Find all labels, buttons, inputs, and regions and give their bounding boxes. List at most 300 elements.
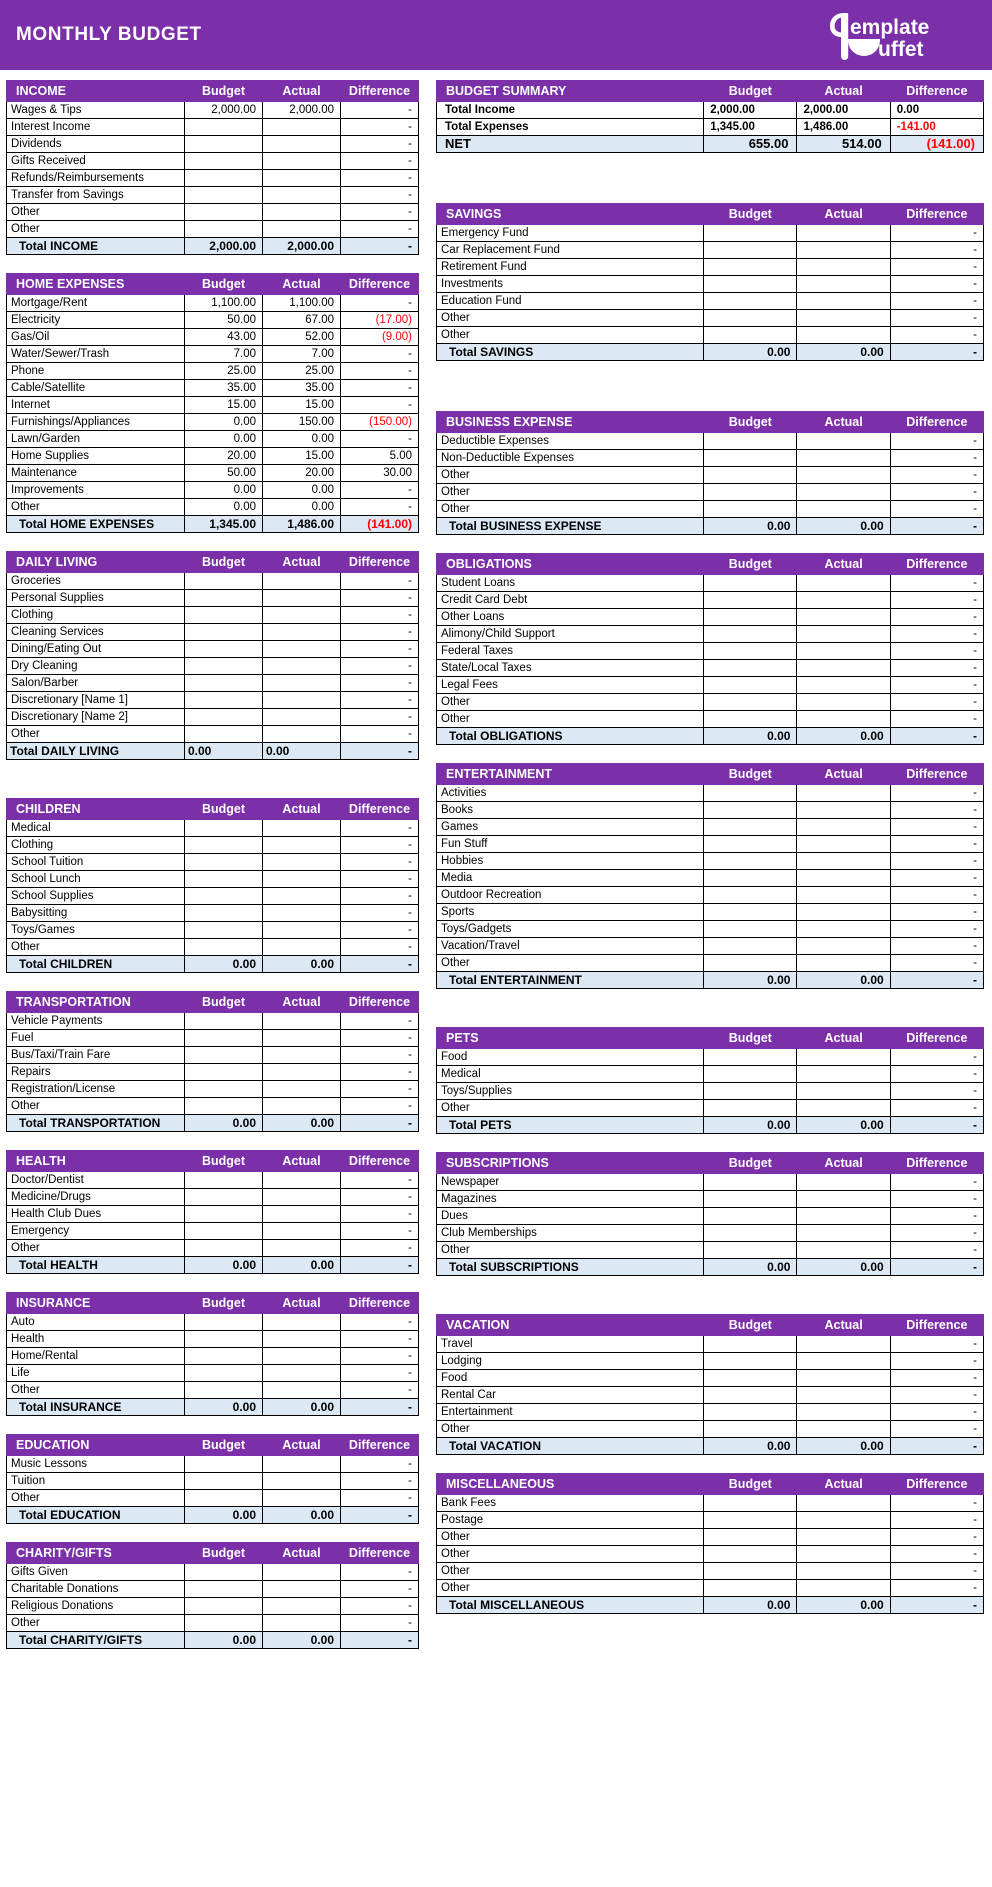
cell-actual[interactable] — [797, 433, 890, 450]
row-label[interactable]: Other — [7, 939, 185, 956]
row-label[interactable]: Bank Fees — [437, 1495, 704, 1512]
cell-budget[interactable] — [185, 607, 263, 624]
cell-budget[interactable] — [185, 136, 263, 153]
cell-actual[interactable] — [797, 1336, 890, 1353]
row-label[interactable]: Groceries — [7, 573, 185, 590]
cell-budget[interactable] — [704, 1546, 797, 1563]
cell-budget[interactable] — [185, 641, 263, 658]
cell-actual[interactable]: 150.00 — [263, 414, 341, 431]
row-label[interactable]: Sports — [437, 904, 704, 921]
cell-actual[interactable] — [263, 939, 341, 956]
cell-actual[interactable] — [797, 1353, 890, 1370]
cell-actual[interactable] — [263, 1047, 341, 1064]
row-label[interactable]: Toys/Supplies — [437, 1083, 704, 1100]
row-label[interactable]: Other — [7, 221, 185, 238]
row-label[interactable]: Non-Deductible Expenses — [437, 450, 704, 467]
cell-actual[interactable] — [797, 1370, 890, 1387]
cell-actual[interactable] — [797, 1242, 890, 1259]
row-label[interactable]: Other — [437, 310, 704, 327]
row-label[interactable]: Other — [437, 467, 704, 484]
cell-actual[interactable] — [263, 1564, 341, 1581]
cell-actual[interactable] — [263, 854, 341, 871]
row-label[interactable]: Other — [437, 1546, 704, 1563]
row-label[interactable]: Outdoor Recreation — [437, 887, 704, 904]
row-label[interactable]: Rental Car — [437, 1387, 704, 1404]
row-label[interactable]: Other — [7, 1240, 185, 1257]
cell-budget[interactable] — [185, 1189, 263, 1206]
cell-budget[interactable]: 25.00 — [185, 363, 263, 380]
cell-budget[interactable]: 15.00 — [185, 397, 263, 414]
row-label[interactable]: Books — [437, 802, 704, 819]
row-label[interactable]: Other — [437, 1580, 704, 1597]
row-label[interactable]: Vacation/Travel — [437, 938, 704, 955]
cell-actual[interactable] — [263, 1382, 341, 1399]
cell-budget[interactable] — [185, 1615, 263, 1632]
cell-budget[interactable]: 0.00 — [185, 431, 263, 448]
cell-actual[interactable] — [797, 643, 890, 660]
cell-budget[interactable]: 20.00 — [185, 448, 263, 465]
cell-budget[interactable] — [704, 1100, 797, 1117]
cell-budget[interactable] — [704, 1174, 797, 1191]
row-label[interactable]: Maintenance — [7, 465, 185, 482]
cell-actual[interactable] — [797, 609, 890, 626]
cell-actual[interactable] — [797, 575, 890, 592]
row-label[interactable]: Other — [7, 204, 185, 221]
cell-budget[interactable]: 35.00 — [185, 380, 263, 397]
cell-budget[interactable] — [185, 1098, 263, 1115]
row-label[interactable]: Other — [7, 726, 185, 743]
cell-actual[interactable] — [263, 1240, 341, 1257]
cell-actual[interactable] — [263, 573, 341, 590]
cell-actual[interactable] — [797, 276, 890, 293]
cell-actual[interactable] — [797, 887, 890, 904]
cell-actual[interactable] — [797, 1512, 890, 1529]
cell-actual[interactable] — [797, 1563, 890, 1580]
cell-actual[interactable] — [797, 1387, 890, 1404]
row-label[interactable]: Legal Fees — [437, 677, 704, 694]
cell-actual[interactable] — [263, 624, 341, 641]
row-label[interactable]: Clothing — [7, 607, 185, 624]
cell-actual[interactable] — [263, 1064, 341, 1081]
cell-budget[interactable] — [185, 1382, 263, 1399]
cell-budget[interactable] — [704, 327, 797, 344]
cell-actual[interactable] — [263, 1172, 341, 1189]
cell-budget[interactable]: 50.00 — [185, 312, 263, 329]
cell-budget[interactable] — [704, 310, 797, 327]
row-label[interactable]: Dues — [437, 1208, 704, 1225]
cell-actual[interactable] — [797, 1225, 890, 1242]
cell-budget[interactable] — [704, 904, 797, 921]
row-label[interactable]: Electricity — [7, 312, 185, 329]
cell-budget[interactable] — [704, 785, 797, 802]
row-label[interactable]: Furnishings/Appliances — [7, 414, 185, 431]
cell-actual[interactable] — [263, 170, 341, 187]
row-label[interactable]: Dividends — [7, 136, 185, 153]
row-label[interactable]: Auto — [7, 1314, 185, 1331]
row-label[interactable]: Wages & Tips — [7, 102, 185, 119]
cell-actual[interactable] — [797, 592, 890, 609]
row-label[interactable]: Other — [7, 1615, 185, 1632]
cell-budget[interactable] — [185, 1047, 263, 1064]
cell-budget[interactable] — [185, 675, 263, 692]
cell-budget[interactable] — [185, 1598, 263, 1615]
row-label[interactable]: Other — [437, 327, 704, 344]
cell-budget[interactable] — [704, 802, 797, 819]
cell-actual[interactable] — [263, 187, 341, 204]
cell-budget[interactable]: 50.00 — [185, 465, 263, 482]
cell-actual[interactable] — [797, 467, 890, 484]
cell-budget[interactable] — [704, 450, 797, 467]
cell-actual[interactable]: 0.00 — [263, 499, 341, 516]
cell-actual[interactable] — [797, 1495, 890, 1512]
row-label[interactable]: Home/Rental — [7, 1348, 185, 1365]
cell-budget[interactable] — [704, 711, 797, 728]
cell-actual[interactable] — [263, 905, 341, 922]
row-label[interactable]: Personal Supplies — [7, 590, 185, 607]
cell-actual[interactable] — [263, 888, 341, 905]
cell-actual[interactable]: 35.00 — [263, 380, 341, 397]
cell-actual[interactable] — [263, 726, 341, 743]
cell-actual[interactable] — [263, 204, 341, 221]
cell-actual[interactable] — [797, 1049, 890, 1066]
row-label[interactable]: Alimony/Child Support — [437, 626, 704, 643]
cell-actual[interactable] — [797, 802, 890, 819]
cell-budget[interactable] — [704, 433, 797, 450]
cell-actual[interactable] — [797, 677, 890, 694]
cell-budget[interactable]: 0.00 — [185, 414, 263, 431]
cell-actual[interactable] — [797, 1580, 890, 1597]
cell-budget[interactable] — [185, 922, 263, 939]
cell-actual[interactable] — [797, 904, 890, 921]
cell-budget[interactable] — [185, 1064, 263, 1081]
row-label[interactable]: Religious Donations — [7, 1598, 185, 1615]
row-label[interactable]: Retirement Fund — [437, 259, 704, 276]
cell-actual[interactable] — [797, 225, 890, 242]
row-label[interactable]: Other — [437, 501, 704, 518]
cell-actual[interactable] — [797, 694, 890, 711]
cell-actual[interactable]: 2,000.00 — [263, 102, 341, 119]
row-label[interactable]: Music Lessons — [7, 1456, 185, 1473]
row-label[interactable]: Lawn/Garden — [7, 431, 185, 448]
cell-actual[interactable] — [263, 1098, 341, 1115]
cell-actual[interactable] — [263, 1473, 341, 1490]
row-label[interactable]: Gifts Given — [7, 1564, 185, 1581]
row-label[interactable]: Other — [437, 955, 704, 972]
cell-actual[interactable]: 7.00 — [263, 346, 341, 363]
row-label[interactable]: Investments — [437, 276, 704, 293]
cell-budget[interactable] — [185, 1348, 263, 1365]
row-label[interactable]: Refunds/Reimbursements — [7, 170, 185, 187]
row-label[interactable]: Total Income — [437, 102, 704, 119]
cell-actual[interactable] — [797, 1066, 890, 1083]
cell-budget[interactable] — [185, 1564, 263, 1581]
cell-actual[interactable] — [797, 450, 890, 467]
cell-actual[interactable] — [797, 921, 890, 938]
cell-actual[interactable] — [263, 1598, 341, 1615]
cell-budget[interactable] — [704, 467, 797, 484]
cell-actual[interactable] — [263, 1365, 341, 1382]
row-label[interactable]: Federal Taxes — [437, 643, 704, 660]
cell-budget[interactable] — [704, 921, 797, 938]
row-label[interactable]: Other — [7, 499, 185, 516]
row-label[interactable]: Other — [437, 484, 704, 501]
cell-actual[interactable] — [263, 675, 341, 692]
cell-budget[interactable] — [704, 1370, 797, 1387]
cell-budget[interactable] — [704, 1191, 797, 1208]
cell-budget[interactable] — [185, 119, 263, 136]
row-label[interactable]: Bus/Taxi/Train Fare — [7, 1047, 185, 1064]
cell-budget[interactable] — [704, 1066, 797, 1083]
row-label[interactable]: Games — [437, 819, 704, 836]
row-label[interactable]: Travel — [437, 1336, 704, 1353]
cell-budget[interactable] — [704, 259, 797, 276]
row-label[interactable]: Newspaper — [437, 1174, 704, 1191]
cell-budget[interactable] — [704, 575, 797, 592]
row-label[interactable]: Salon/Barber — [7, 675, 185, 692]
row-label[interactable]: School Supplies — [7, 888, 185, 905]
cell-actual[interactable] — [263, 641, 341, 658]
row-label[interactable]: Media — [437, 870, 704, 887]
row-label[interactable]: Dry Cleaning — [7, 658, 185, 675]
row-label[interactable]: Gifts Received — [7, 153, 185, 170]
cell-actual[interactable]: 1,486.00 — [797, 119, 890, 136]
row-label[interactable]: Registration/License — [7, 1081, 185, 1098]
row-label[interactable]: Other Loans — [437, 609, 704, 626]
row-label[interactable]: Student Loans — [437, 575, 704, 592]
cell-budget[interactable] — [704, 887, 797, 904]
cell-budget[interactable] — [185, 187, 263, 204]
cell-budget[interactable] — [704, 643, 797, 660]
cell-budget[interactable] — [704, 1512, 797, 1529]
cell-actual[interactable] — [263, 709, 341, 726]
row-label[interactable]: Total Expenses — [437, 119, 704, 136]
cell-actual[interactable] — [797, 327, 890, 344]
cell-actual[interactable] — [797, 310, 890, 327]
cell-actual[interactable] — [797, 1546, 890, 1563]
cell-budget[interactable] — [185, 939, 263, 956]
cell-actual[interactable] — [797, 1174, 890, 1191]
cell-actual[interactable] — [797, 1100, 890, 1117]
cell-budget[interactable] — [704, 1529, 797, 1546]
cell-actual[interactable] — [797, 1191, 890, 1208]
row-label[interactable]: Medical — [437, 1066, 704, 1083]
cell-actual[interactable] — [797, 660, 890, 677]
cell-actual[interactable] — [263, 922, 341, 939]
cell-budget[interactable] — [185, 153, 263, 170]
cell-actual[interactable] — [797, 484, 890, 501]
row-label[interactable]: Vehicle Payments — [7, 1013, 185, 1030]
cell-actual[interactable]: 15.00 — [263, 448, 341, 465]
cell-budget[interactable] — [185, 1206, 263, 1223]
cell-budget[interactable] — [704, 677, 797, 694]
cell-actual[interactable] — [797, 938, 890, 955]
row-label[interactable]: Other — [7, 1490, 185, 1507]
row-label[interactable]: Education Fund — [437, 293, 704, 310]
cell-budget[interactable] — [185, 888, 263, 905]
cell-budget[interactable] — [185, 709, 263, 726]
cell-actual[interactable] — [263, 1206, 341, 1223]
cell-actual[interactable] — [263, 607, 341, 624]
cell-actual[interactable] — [797, 819, 890, 836]
cell-budget[interactable]: 1,345.00 — [704, 119, 797, 136]
cell-budget[interactable] — [185, 854, 263, 871]
cell-budget[interactable] — [185, 1456, 263, 1473]
row-label[interactable]: Health — [7, 1331, 185, 1348]
row-label[interactable]: Transfer from Savings — [7, 187, 185, 204]
cell-actual[interactable] — [797, 711, 890, 728]
row-label[interactable]: Mortgage/Rent — [7, 295, 185, 312]
row-label[interactable]: Clothing — [7, 837, 185, 854]
row-label[interactable]: Discretionary [Name 1] — [7, 692, 185, 709]
cell-actual[interactable] — [263, 1348, 341, 1365]
cell-budget[interactable] — [704, 1208, 797, 1225]
row-label[interactable]: Repairs — [7, 1064, 185, 1081]
row-label[interactable]: Doctor/Dentist — [7, 1172, 185, 1189]
cell-budget[interactable] — [704, 592, 797, 609]
cell-actual[interactable] — [263, 1314, 341, 1331]
row-label[interactable]: Internet — [7, 397, 185, 414]
row-label[interactable]: Other — [437, 1421, 704, 1438]
row-label[interactable]: Other — [7, 1382, 185, 1399]
row-label[interactable]: Health Club Dues — [7, 1206, 185, 1223]
cell-budget[interactable] — [704, 938, 797, 955]
row-label[interactable]: Water/Sewer/Trash — [7, 346, 185, 363]
row-label[interactable]: Toys/Games — [7, 922, 185, 939]
cell-actual[interactable] — [797, 785, 890, 802]
cell-budget[interactable] — [704, 1225, 797, 1242]
cell-budget[interactable] — [185, 204, 263, 221]
row-label[interactable]: Deductible Expenses — [437, 433, 704, 450]
cell-budget[interactable] — [704, 1242, 797, 1259]
row-label[interactable]: Other — [437, 1529, 704, 1546]
cell-budget[interactable] — [185, 1331, 263, 1348]
row-label[interactable]: Entertainment — [437, 1404, 704, 1421]
cell-budget[interactable] — [704, 225, 797, 242]
cell-budget[interactable]: 7.00 — [185, 346, 263, 363]
row-label[interactable]: Hobbies — [437, 853, 704, 870]
cell-budget[interactable] — [185, 573, 263, 590]
cell-actual[interactable] — [797, 955, 890, 972]
cell-budget[interactable] — [185, 837, 263, 854]
cell-actual[interactable] — [263, 1331, 341, 1348]
cell-actual[interactable] — [797, 259, 890, 276]
cell-budget[interactable]: 2,000.00 — [704, 102, 797, 119]
cell-budget[interactable] — [704, 1563, 797, 1580]
row-label[interactable]: Babysitting — [7, 905, 185, 922]
row-label[interactable]: Life — [7, 1365, 185, 1382]
row-label[interactable]: Car Replacement Fund — [437, 242, 704, 259]
cell-budget[interactable] — [704, 293, 797, 310]
row-label[interactable]: Other — [437, 1100, 704, 1117]
cell-actual[interactable] — [263, 1615, 341, 1632]
row-label[interactable]: Lodging — [437, 1353, 704, 1370]
cell-actual[interactable] — [263, 590, 341, 607]
cell-actual[interactable] — [263, 820, 341, 837]
cell-actual[interactable] — [797, 242, 890, 259]
cell-budget[interactable] — [704, 1387, 797, 1404]
cell-budget[interactable]: 0.00 — [185, 482, 263, 499]
cell-actual[interactable] — [797, 1529, 890, 1546]
cell-actual[interactable]: 25.00 — [263, 363, 341, 380]
cell-budget[interactable] — [704, 1495, 797, 1512]
row-label[interactable]: Interest Income — [7, 119, 185, 136]
cell-actual[interactable] — [797, 293, 890, 310]
cell-budget[interactable] — [185, 221, 263, 238]
row-label[interactable]: Fuel — [7, 1030, 185, 1047]
cell-actual[interactable]: 0.00 — [263, 482, 341, 499]
cell-actual[interactable] — [797, 626, 890, 643]
row-label[interactable]: Other — [437, 711, 704, 728]
cell-budget[interactable] — [704, 1404, 797, 1421]
cell-actual[interactable] — [263, 1189, 341, 1206]
cell-budget[interactable] — [704, 660, 797, 677]
cell-budget[interactable] — [185, 624, 263, 641]
cell-actual[interactable] — [797, 501, 890, 518]
cell-budget[interactable] — [704, 1083, 797, 1100]
cell-budget[interactable] — [704, 1580, 797, 1597]
cell-budget[interactable] — [185, 658, 263, 675]
cell-budget[interactable] — [704, 694, 797, 711]
cell-actual[interactable] — [263, 1456, 341, 1473]
cell-actual[interactable] — [797, 1421, 890, 1438]
cell-budget[interactable] — [185, 1365, 263, 1382]
cell-budget[interactable] — [704, 819, 797, 836]
cell-actual[interactable] — [797, 853, 890, 870]
row-label[interactable]: Magazines — [437, 1191, 704, 1208]
cell-actual[interactable] — [263, 153, 341, 170]
cell-budget[interactable] — [704, 484, 797, 501]
cell-actual[interactable] — [263, 1490, 341, 1507]
cell-budget[interactable] — [704, 870, 797, 887]
row-label[interactable]: Activities — [437, 785, 704, 802]
row-label[interactable]: Food — [437, 1049, 704, 1066]
cell-budget[interactable]: 2,000.00 — [185, 102, 263, 119]
cell-budget[interactable] — [704, 1421, 797, 1438]
cell-budget[interactable] — [185, 1081, 263, 1098]
cell-budget[interactable] — [704, 276, 797, 293]
cell-budget[interactable] — [185, 871, 263, 888]
row-label[interactable]: State/Local Taxes — [437, 660, 704, 677]
row-label[interactable]: Credit Card Debt — [437, 592, 704, 609]
cell-actual[interactable] — [797, 836, 890, 853]
cell-budget[interactable] — [704, 1353, 797, 1370]
cell-budget[interactable] — [185, 1223, 263, 1240]
cell-budget[interactable]: 1,100.00 — [185, 295, 263, 312]
cell-actual[interactable] — [263, 658, 341, 675]
cell-budget[interactable] — [185, 1013, 263, 1030]
cell-budget[interactable] — [185, 1030, 263, 1047]
cell-budget[interactable] — [185, 590, 263, 607]
row-label[interactable]: Charitable Donations — [7, 1581, 185, 1598]
cell-actual[interactable] — [263, 1081, 341, 1098]
cell-actual[interactable] — [263, 1030, 341, 1047]
cell-actual[interactable] — [263, 1581, 341, 1598]
row-label[interactable]: Fun Stuff — [437, 836, 704, 853]
cell-actual[interactable] — [263, 1013, 341, 1030]
cell-actual[interactable] — [797, 1083, 890, 1100]
cell-budget[interactable] — [185, 1240, 263, 1257]
cell-budget[interactable] — [185, 1172, 263, 1189]
row-label[interactable]: Medical — [7, 820, 185, 837]
cell-budget[interactable] — [704, 242, 797, 259]
row-label[interactable]: Tuition — [7, 1473, 185, 1490]
row-label[interactable]: Club Memberships — [437, 1225, 704, 1242]
cell-actual[interactable]: 20.00 — [263, 465, 341, 482]
cell-budget[interactable] — [704, 1336, 797, 1353]
cell-actual[interactable]: 0.00 — [263, 431, 341, 448]
cell-actual[interactable] — [263, 221, 341, 238]
row-label[interactable]: Cleaning Services — [7, 624, 185, 641]
